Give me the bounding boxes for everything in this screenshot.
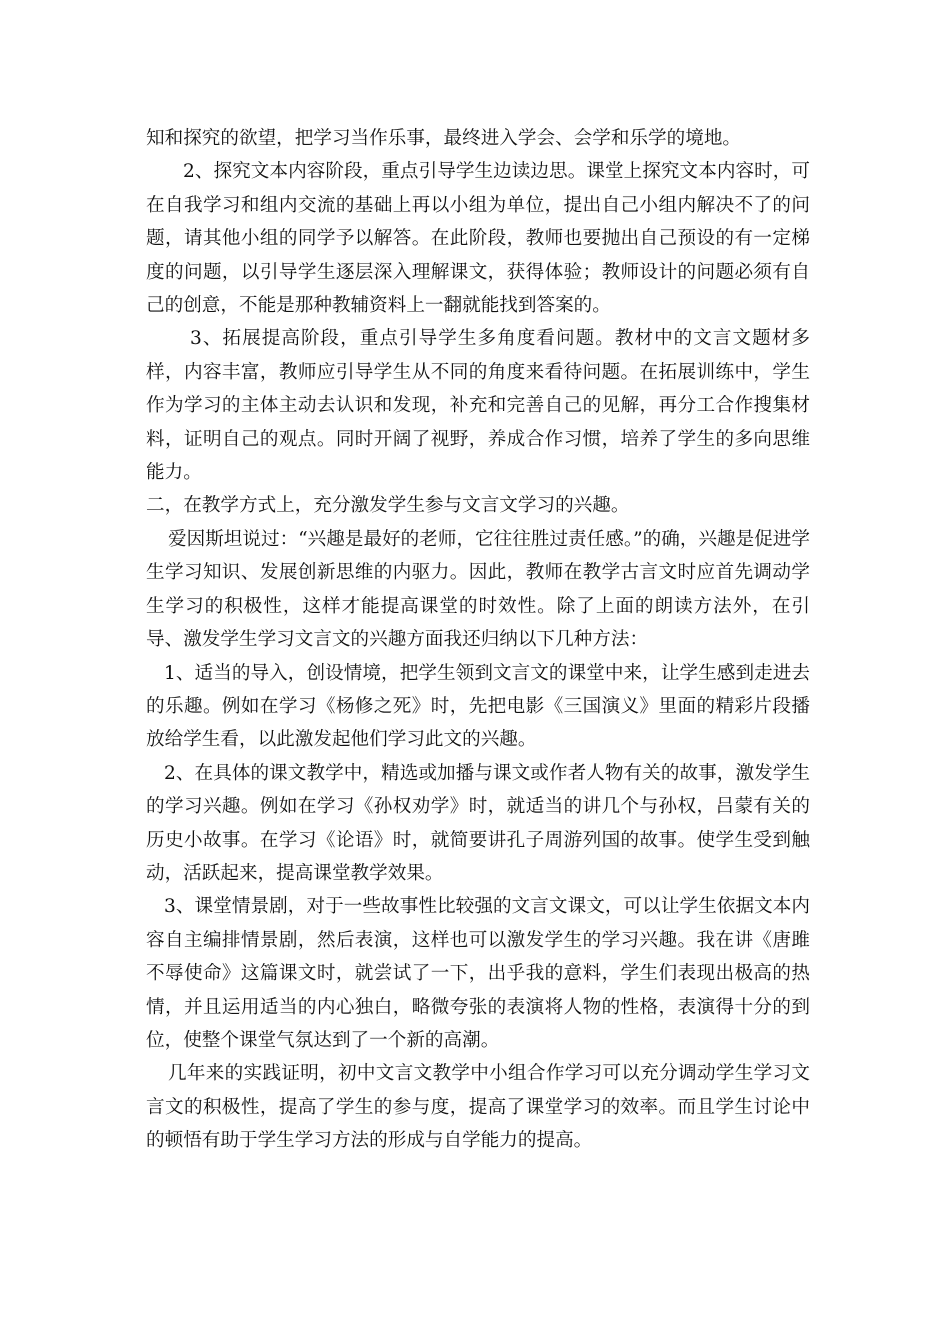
paragraph-method-drama: 3、课堂情景剧，对于一些故事性比较强的文言文课文，可以让学生依据文本内容自主编排情景剧，然后表演，这样也可以激发学生的学习兴趣。我在讲《唐雎不辱使命》这篇课文时，就尝试了一下，出乎我的意料，学生们表现出极高的热情，并且运用适当的内心独白，略微夸张的表演将人物的性格，表演得十分的到位，使整个课堂气氛达到了一个新的高潮。: [146, 896, 810, 1051]
paragraph-method-introduction: 1、适当的导入，创设情境，把学生领到文言文的课堂中来，让学生感到走进去的乐趣。例如在学习《杨修之死》时，先把电影《三国演义》里面的精彩片段播放给学生看，以此激发起他们学习此文的兴趣。: [146, 662, 810, 751]
paragraph-einstein-quote: 爱因斯坦说过：“兴趣是最好的老师，它往往胜过责任感。”的确，兴趣是促进学生学习知识、发展创新思维的内驱力。因此，教师在教学古言文时应首先调动学生学习的积极性，这样才能提高课堂的时效性。除了上面的朗读方法外，在引导、激发学生学习文言文的兴趣方面我还归纳以下几种方法：: [146, 528, 810, 651]
paragraph-extend-improve: 3、拓展提高阶段，重点引导学生多角度看问题。教材中的文言文题材多样，内容丰富，教师应引导学生从不同的角度来看待问题。在拓展训练中，学生作为学习的主体主动去认识和发现，补充和完善自己的见解，再分工合作搜集材料，证明自己的观点。同时开阔了视野，养成合作习惯，培养了学生的多向思维能力。: [146, 328, 810, 484]
document-body: [146, 122, 810, 1158]
section-heading-teaching-method: 二，在教学方式上，充分激发学生参与文言文学习的兴趣。: [146, 495, 630, 517]
paragraph-explore-text: 2、探究文本内容阶段，重点引导学生边读边思。课堂上探究文本内容时，可在自我学习和组内交流的基础上再以小组为单位，提出自己小组内解决不了的问题，请其他小组的同学予以解答。在此阶段，教师也要抛出自己预设的有一定梯度的问题，以引导学生逐层深入理解课文，获得体验；教师设计的问题必须有自己的创意，不能是那种教辅资料上一翻就能找到答案的。: [146, 161, 810, 317]
paragraph-continuation: 知和探究的欲望，把学习当作乐事，最终进入学会、会学和乐学的境地。: [146, 128, 742, 149]
paragraph-method-stories: 2、在具体的课文教学中，精选或加播与课文或作者人物有关的故事，激发学生的学习兴趣。例如在学习《孙权劝学》时，就适当的讲几个与孙权，吕蒙有关的历史小故事。在学习《论语》时，就简要讲孔子周游列国的故事。使学生受到触动，活跃起来，提高课堂教学效果。: [146, 762, 810, 884]
paragraph-conclusion: 几年来的实践证明，初中文言文教学中小组合作学习可以充分调动学生学习文言文的积极性，提高了学生的参与度，提高了课堂学习的效率。而且学生讨论中的顿悟有助于学生学习方法的形成与自学能力的提高。: [146, 1063, 810, 1152]
